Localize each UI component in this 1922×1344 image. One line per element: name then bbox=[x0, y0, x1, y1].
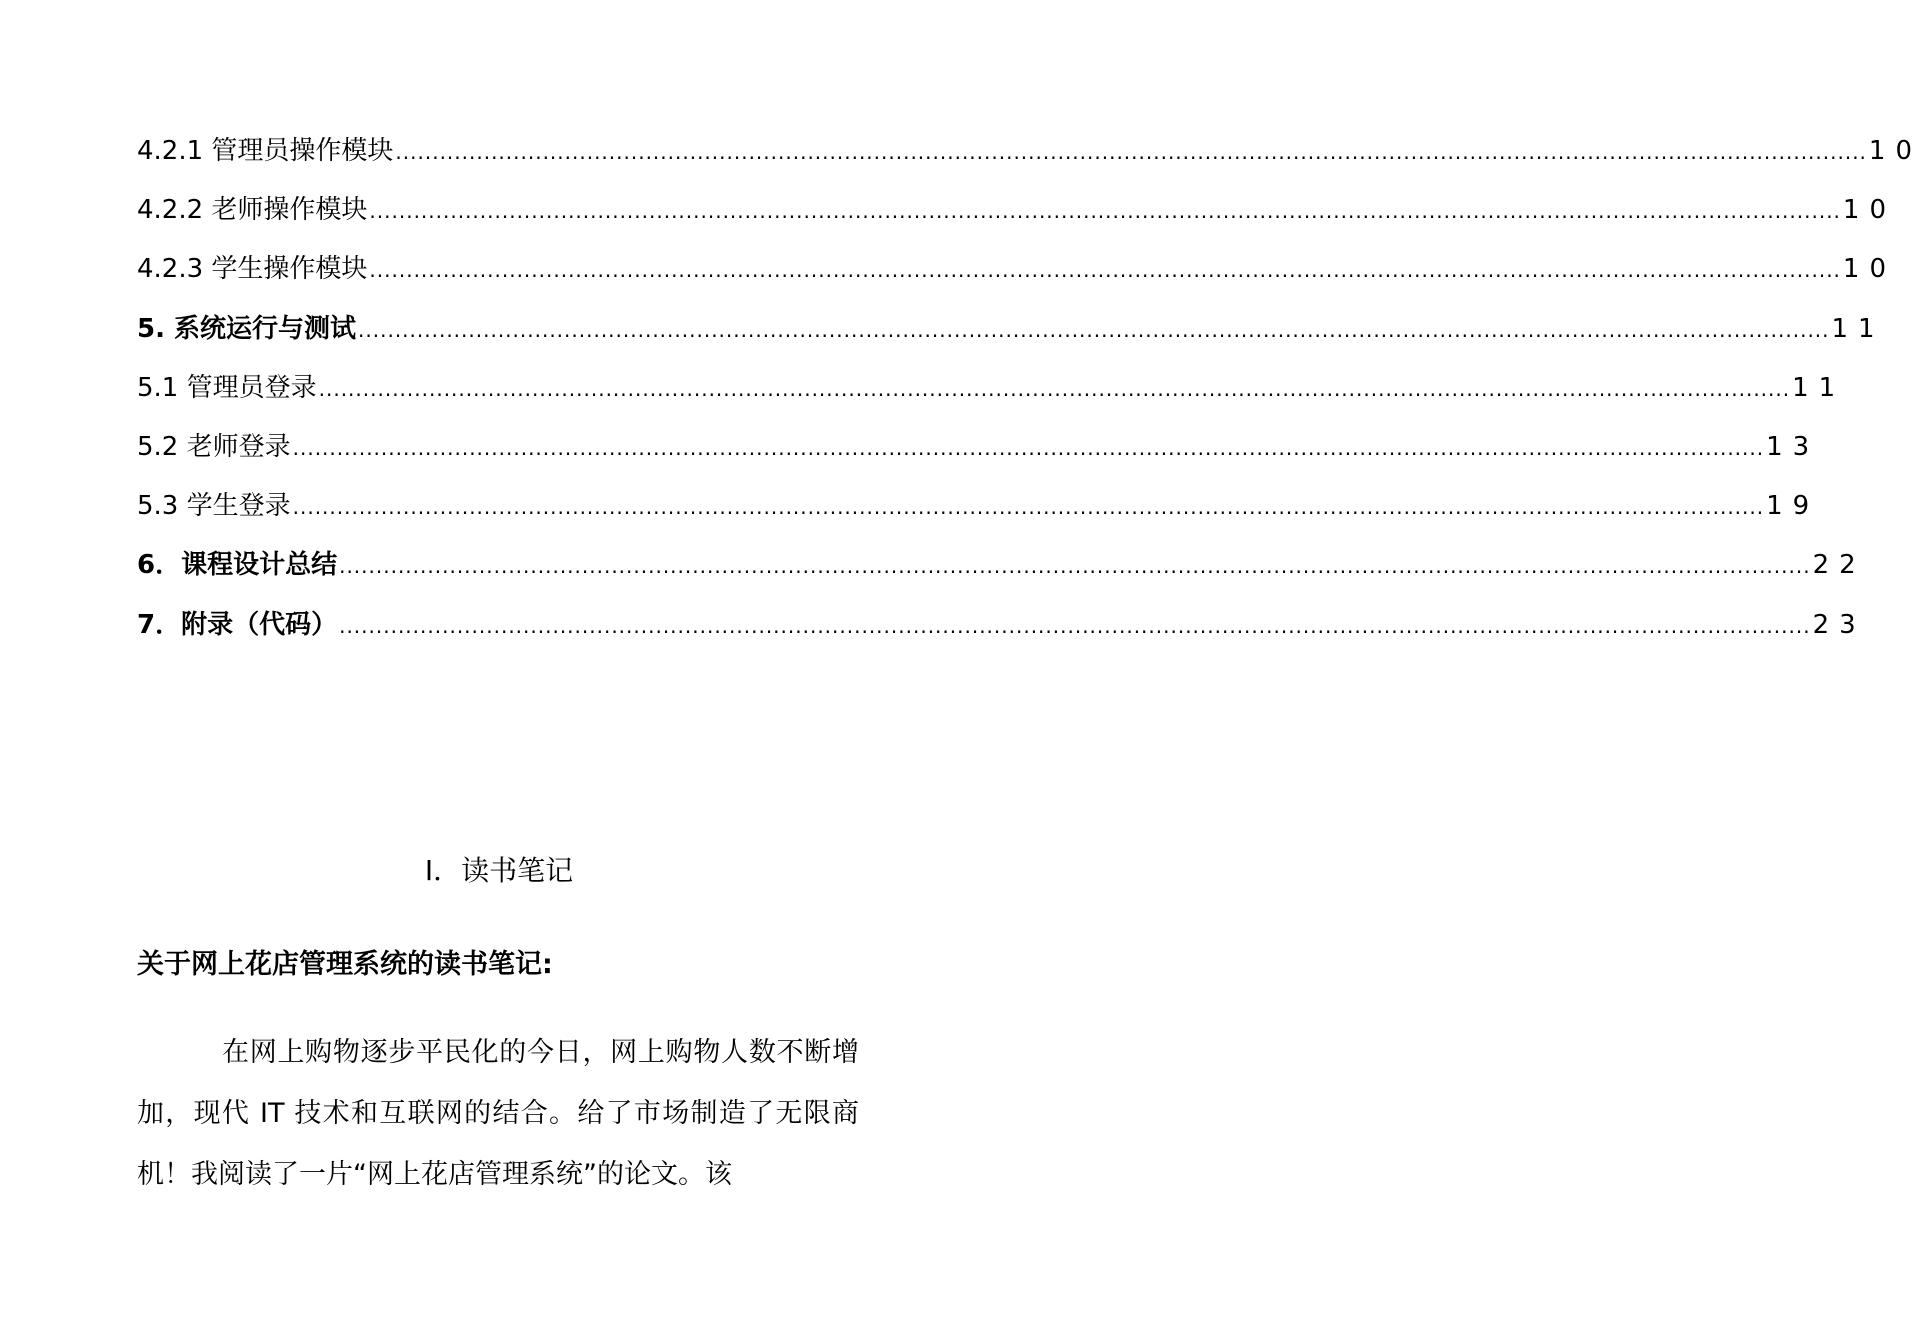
section-title-text: I．读书笔记 bbox=[424, 854, 574, 887]
toc-dot-leader: ........................................................................................................................................................................................................ bbox=[292, 435, 1765, 460]
table-of-contents bbox=[137, 122, 1922, 655]
toc-entry-page: 11 bbox=[1792, 372, 1846, 403]
notes-paragraph: 在网上购物逐步平民化的今日，网上购物人数不断增加，现代 IT 技术和互联网的结合。给了市场制造了无限商机！我阅读了一片“网上花店管理系统”的论文。该 bbox=[137, 1037, 859, 1190]
toc-entry-label: 4.2.3 学生操作模块 bbox=[137, 254, 368, 285]
toc-entry-label: 6．课程设计总结 bbox=[137, 550, 338, 581]
toc-entry-5-2[interactable] bbox=[137, 418, 1820, 477]
toc-dot-leader: ........................................................................................................................................................................................................ bbox=[369, 258, 1841, 283]
toc-entry-label: 4.2.1 管理员操作模块 bbox=[137, 136, 394, 166]
toc-entry-label: 5. 系统运行与测试 bbox=[137, 313, 357, 344]
toc-entry-page: 11 bbox=[1831, 313, 1885, 344]
section-title bbox=[0, 846, 950, 896]
toc-entry-7[interactable] bbox=[137, 596, 1866, 655]
toc-entry-5-3[interactable] bbox=[137, 477, 1820, 536]
toc-entry-page: 23 bbox=[1812, 609, 1866, 640]
toc-entry-label: 7．附录（代码） bbox=[137, 609, 338, 640]
toc-entry-6[interactable] bbox=[137, 536, 1866, 595]
toc-entry-4-2-1[interactable] bbox=[137, 122, 1922, 181]
toc-entry-label: 5.2 老师登录 bbox=[137, 431, 291, 462]
toc-entry-5[interactable] bbox=[137, 300, 1885, 359]
toc-entry-4-2-3[interactable] bbox=[137, 240, 1896, 299]
toc-entry-label: 4.2.2 老师操作模块 bbox=[137, 195, 368, 226]
toc-entry-page: 10 bbox=[1868, 136, 1922, 166]
toc-dot-leader: ........................................................................................................................................................................................................ bbox=[339, 554, 1811, 579]
toc-entry-page: 22 bbox=[1812, 550, 1866, 581]
toc-dot-leader: ........................................................................................................................................................................................................ bbox=[395, 140, 1867, 164]
toc-dot-leader: ........................................................................................................................................................................................................ bbox=[339, 613, 1811, 638]
toc-entry-4-2-2[interactable] bbox=[137, 181, 1896, 240]
toc-dot-leader: ........................................................................................................................................................................................................ bbox=[318, 376, 1791, 401]
toc-entry-page: 19 bbox=[1766, 491, 1820, 522]
toc-entry-page: 10 bbox=[1842, 195, 1896, 226]
toc-dot-leader: ........................................................................................................................................................................................................ bbox=[369, 199, 1841, 224]
toc-entry-5-1[interactable] bbox=[137, 359, 1846, 418]
toc-dot-leader: ........................................................................................................................................................................................................ bbox=[358, 317, 1830, 342]
toc-entry-label: 5.3 学生登录 bbox=[137, 491, 291, 522]
notes-heading: 关于网上花店管理系统的读书笔记: bbox=[137, 949, 553, 980]
toc-entry-page: 10 bbox=[1842, 254, 1896, 285]
toc-entry-label: 5.1 管理员登录 bbox=[137, 372, 317, 403]
toc-dot-leader: ........................................................................................................................................................................................................ bbox=[292, 495, 1765, 520]
toc-entry-page: 13 bbox=[1766, 431, 1820, 462]
